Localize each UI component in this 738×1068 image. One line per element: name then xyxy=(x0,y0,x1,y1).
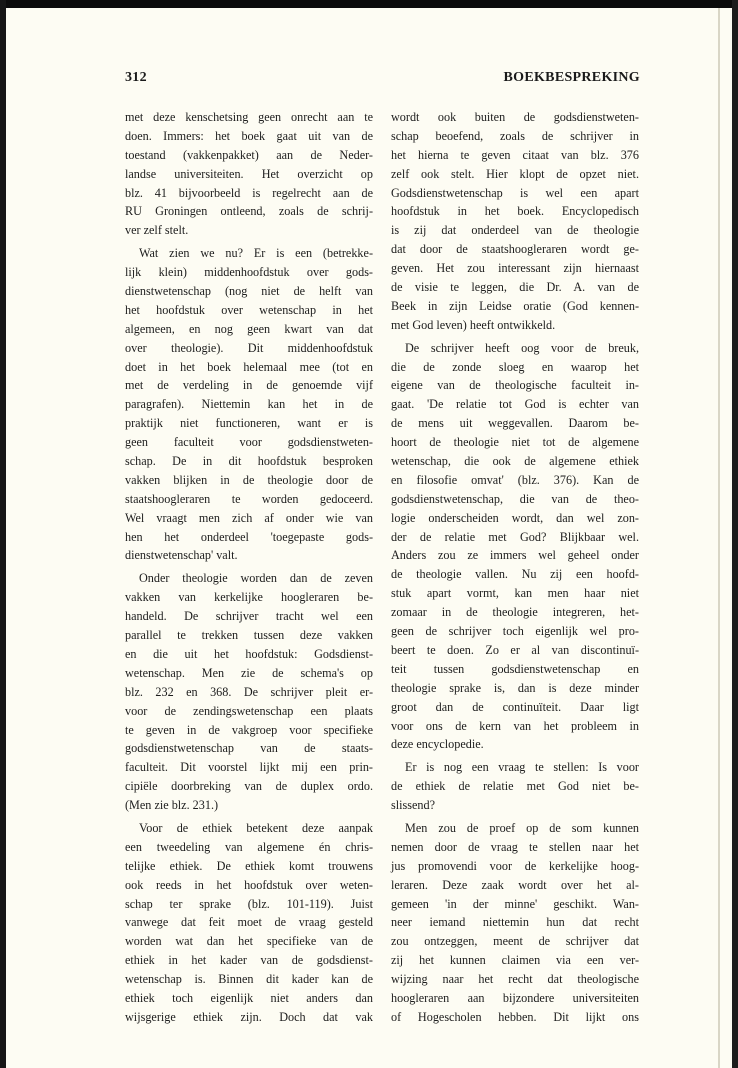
text-line: die de zonde sloeg en waarop het xyxy=(391,359,639,374)
text-line: algemeen, en nog geen kwart van dat xyxy=(125,321,373,336)
text-line: beert te doen. Zo er al van discontinuï- xyxy=(391,642,639,657)
text-line: eigene van de theologische faculteit in- xyxy=(391,378,639,393)
text-line: groot dan de continuïteit. Daar ligt xyxy=(391,699,639,714)
text-line: geven. Het zou interessant zijn hiernaast xyxy=(391,261,639,276)
text-line: wetenschap. Men zie de schema's op xyxy=(125,665,373,680)
text-line: wijzing naar het recht dat theologische xyxy=(391,972,639,987)
text-line: deze encyclopedie. xyxy=(391,737,484,752)
text-line: godsdienstwetenschap, die van de theo- xyxy=(391,491,639,506)
text-line: wetenschap is. Binnen dit kader kan de xyxy=(125,972,373,987)
text-line: slissend? xyxy=(391,798,436,813)
text-line: parallel te trekken tussen deze vakken xyxy=(125,628,373,643)
paragraph xyxy=(125,244,373,565)
text-line: te geven in de vakgroep voor specifieke xyxy=(125,722,373,737)
text-line: voor de zendingswetenschap een plaats xyxy=(125,703,373,718)
text-line: gaat. 'De relatie tot God is echter van xyxy=(391,397,639,412)
text-line: schap. De in dit hoofdstuk besproken xyxy=(125,454,373,469)
text-line: schap beoefend, zoals de schrijver in xyxy=(391,128,639,143)
scan-border-left xyxy=(0,0,6,1068)
text-line: RU Groningen ontleend, zoals de schrij- xyxy=(125,204,373,219)
text-line: landse universiteiten. Het overzicht op xyxy=(125,166,373,181)
text-line: godsdienstwetenschap van de staats- xyxy=(125,741,373,756)
text-line: De schrijver heeft oog voor de breuk, xyxy=(405,340,639,355)
text-line: wordt ook buiten de godsdienstweten- xyxy=(391,110,639,124)
text-line: is zij dat onderdeel van de theologie xyxy=(391,223,639,238)
text-line: der de relatie met God? Blijkbaar wel. xyxy=(391,529,639,544)
text-line: zou ontzeggen, meent de schrijver dat xyxy=(391,934,639,949)
text-line: dienstwetenschap' valt. xyxy=(125,548,238,563)
text-line: geen de schrijver toch eigenlijk wel pro- xyxy=(391,624,639,639)
text-line: faculteit. Dit voorstel lijkt mij een prin- xyxy=(125,760,373,775)
text-line: handeld. De schrijver tracht wel een xyxy=(125,609,373,624)
text-line: hoogleraren aan bijzondere universiteiten xyxy=(391,990,639,1005)
text-line: ver zelf stelt. xyxy=(125,223,189,238)
text-line: de visie te leggen, die Dr. A. van de xyxy=(391,280,639,295)
text-line: met de verdeling in de genoemde vijf xyxy=(125,378,373,393)
text-line: paragrafen). Niettemin kan het in de xyxy=(125,397,373,412)
scan-border-right xyxy=(732,0,738,1068)
text-line: Godsdienstwetenschap is wel een apart xyxy=(391,185,639,200)
text-line: gemeen 'in der minne' geschikt. Wan- xyxy=(391,896,639,911)
text-line: wijsgerige ethiek zijn. Doch dat vak xyxy=(125,1009,373,1024)
text-line: dienstwetenschap (nog niet de helft van xyxy=(125,284,373,299)
text-line: ook reeds in het hoofdstuk over weten- xyxy=(125,877,373,892)
text-line: doen. Immers: het boek gaat uit van de xyxy=(125,128,373,143)
text-line: theologie sprake is, dan is deze minder xyxy=(391,680,639,695)
page-number: 312 xyxy=(125,70,147,85)
text-line: over theologie). Dit middenhoofdstuk xyxy=(125,340,373,355)
text-line: leraren. Deze zaak wordt over het al- xyxy=(391,877,639,892)
text-line: logie onderscheiden wordt, dan wel zon- xyxy=(391,510,639,525)
text-line: de mens uit weggevallen. Daarom be- xyxy=(391,416,639,431)
text-line: of Hogescholen hebben. Dit lijkt ons xyxy=(391,1009,639,1024)
text-line: zij het kunnen claimen via een ver- xyxy=(391,953,639,968)
text-line: cipiële doorbreking van de duplex ordo. xyxy=(125,779,373,794)
text-line: doet in het boek helemaal mee (tot en xyxy=(125,359,373,374)
paragraph xyxy=(125,819,373,1027)
running-head: BOEKBESPREKING xyxy=(503,70,640,85)
text-line: nemen door de vraag te stellen naar het xyxy=(391,839,639,854)
text-line: voor ons de kern van het probleem in xyxy=(391,718,639,733)
right-column xyxy=(391,108,639,1031)
text-line: met deze kenschetsing geen onrecht aan te xyxy=(125,110,373,124)
paragraph xyxy=(391,758,639,815)
text-line: blz. 41 bijvoorbeeld is regelrecht aan de xyxy=(125,185,373,200)
text-line: en filosofie omvat' (blz. 376). Kan de xyxy=(391,472,639,487)
text-line: hen het onderdeel 'toegepaste gods- xyxy=(125,529,373,544)
text-line: neer iemand niettemin hun dat recht xyxy=(391,915,639,930)
text-line: toestand (vakkenpakket) aan de Neder- xyxy=(125,147,373,162)
text-line: Onder theologie worden dan de zeven xyxy=(139,571,373,586)
text-line: Men zou de proef op de som kunnen xyxy=(405,820,639,835)
text-line: het hoofdstuk over wetenschap in het xyxy=(125,302,373,317)
text-line: schap ter sprake (blz. 101-119). Juist xyxy=(125,896,373,911)
text-line: hoofdstuk in het boek. Encyclopedisch xyxy=(391,204,639,219)
text-line: dat door de staatshoogleraren wordt ge- xyxy=(391,242,639,257)
text-line: hoort de theologie niet tot de algemene xyxy=(391,435,639,450)
text-line: (Men zie blz. 231.) xyxy=(125,798,219,813)
text-line: en die uit het hoofdstuk: Godsdienst- xyxy=(125,646,373,661)
text-line: lijk klein) middenhoofdstuk over gods- xyxy=(125,265,373,280)
text-line: teit tussen godsdienstwetenschap en xyxy=(391,661,639,676)
text-line: Wel vraagt men zich af onder wie van xyxy=(125,510,373,525)
text-line: geen faculteit voor godsdienstweten- xyxy=(125,435,373,450)
text-line: zomaar in de theologie integreren, het- xyxy=(391,605,639,620)
text-line: vanwege dat feit moet de vraag gesteld xyxy=(125,915,373,930)
text-line: Er is nog een vraag te stellen: Is voor xyxy=(405,760,639,775)
text-line: stuk apart vormt, kan men haar niet xyxy=(391,586,639,601)
text-line: Beek in zijn Leidse oratie (God kennen- xyxy=(391,298,639,313)
text-line: het hierna te geven citaat van blz. 376 xyxy=(391,147,639,162)
page-edge-shadow xyxy=(718,8,720,1068)
text-line: de theologie vallen. Nu zij een hoofd- xyxy=(391,567,639,582)
text-line: Wat zien we nu? Er is een (betrekke- xyxy=(139,246,373,261)
text-line: praktijk niet functioneren, want er is xyxy=(125,416,373,431)
paragraph xyxy=(391,108,639,335)
text-line: wetenschap, die ook de algemene ethiek xyxy=(391,454,639,469)
text-line: Anders zou ze immers wel geheel onder xyxy=(391,548,639,563)
text-line: een tweedeling van algemene én chris- xyxy=(125,839,373,854)
text-line: vakken van kerkelijke hoogleraren be- xyxy=(125,590,373,605)
scan-border-top xyxy=(0,0,738,8)
text-line: staatshoogleraren te worden gedoceerd. xyxy=(125,491,373,506)
text-line: ethiek in het kader van de godsdienst- xyxy=(125,953,373,968)
text-line: zelf ook stelt. Hier klopt de opzet niet. xyxy=(391,166,639,181)
left-column xyxy=(125,108,373,1031)
paragraph xyxy=(125,569,373,815)
text-line: blz. 232 en 368. De schrijver pleit er- xyxy=(125,684,373,699)
text-line: worden wat dan het specifieke van de xyxy=(125,934,373,949)
paragraph xyxy=(125,108,373,240)
text-line: jus promovendi voor de kerkelijke hoog- xyxy=(391,858,639,873)
text-line: ethiek toch eigenlijk niet anders dan xyxy=(125,990,373,1005)
text-line: Voor de ethiek betekent deze aanpak xyxy=(139,820,373,835)
paragraph xyxy=(391,339,639,755)
text-line: met God leven) heeft ontwikkeld. xyxy=(391,317,556,332)
text-line: de ethiek de relatie met God niet be- xyxy=(391,779,639,794)
text-line: telijke ethiek. De ethiek komt trouwens xyxy=(125,858,373,873)
text-line: vakken blijken in de theologie door de xyxy=(125,472,373,487)
paragraph xyxy=(391,819,639,1027)
